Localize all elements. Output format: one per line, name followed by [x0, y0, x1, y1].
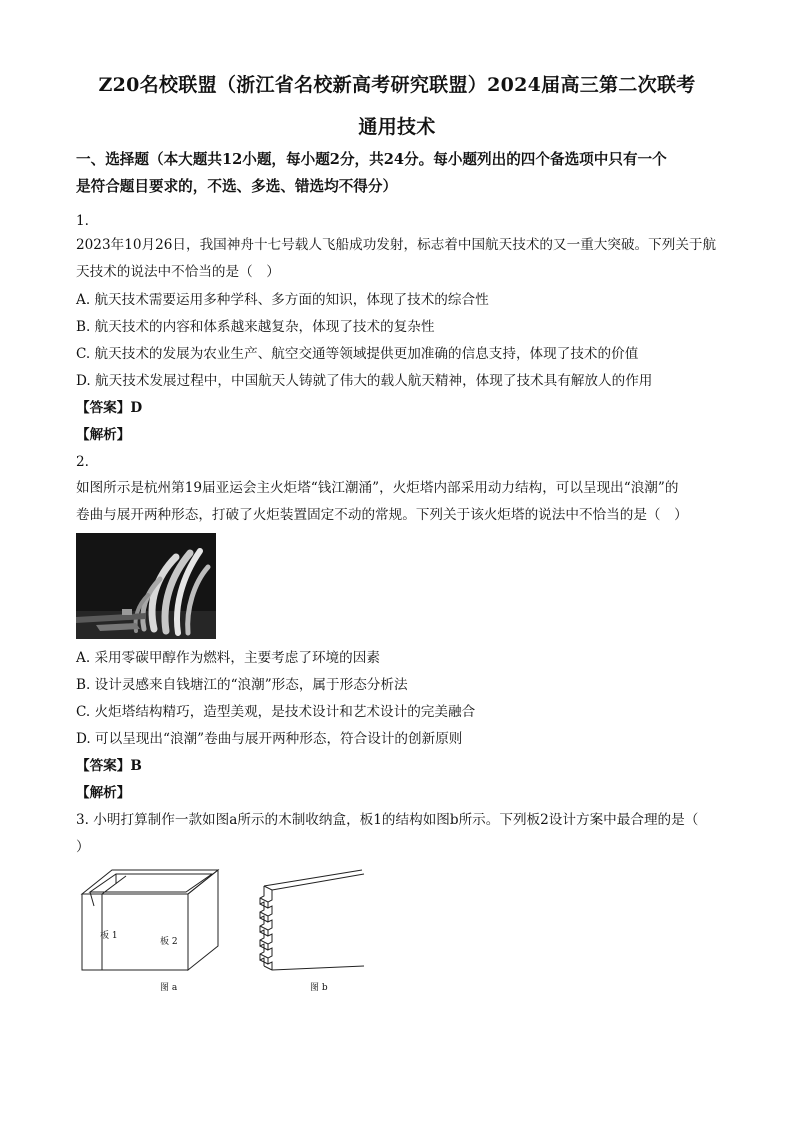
q2-number: 2.	[76, 454, 89, 470]
q1-option-c: C. 航天技术的发展为农业生产、航空交通等领域提供更加准确的信息支持，体现了技术的价值	[76, 346, 639, 362]
q2-answer: 【答案】B	[76, 758, 142, 774]
figure-a-label-board1: 板 1	[100, 931, 118, 941]
figure-b	[252, 862, 412, 997]
torch-tower-photo	[76, 533, 216, 639]
q2-option-b: B. 设计灵感来自钱塘江的“浪潮”形态，属于形态分析法	[76, 677, 408, 693]
figure-a	[76, 862, 236, 997]
q2-stem-line-1: 如图所示是杭州第19届亚运会主火炬塔“钱江潮涌”，火炬塔内部采用动力结构，可以呈现出“浪潮”的	[76, 480, 679, 496]
q2-stem-line-2: 卷曲与展开两种形态，打破了火炬装置固定不动的常规。下列关于该火炬塔的说法中不恰当的是（ ）	[76, 507, 688, 523]
page-title: Z20名校联盟（浙江省名校新高考研究联盟）2024届高三第二次联考	[98, 74, 696, 96]
section-heading	[76, 146, 726, 200]
section-heading-line-1: 一、选择题（本大题共12小题，每小题2分，共24分。每小题列出的四个备选项中只有一个	[76, 151, 667, 168]
q3-stem-line-1: 3. 小明打算制作一款如图a所示的木制收纳盒，板1的结构如图b所示。下列板2设计方案中最合理的是（	[76, 812, 699, 828]
q1-option-b: B. 航天技术的内容和体系越来越复杂，体现了技术的复杂性	[76, 319, 435, 335]
q1-number: 1.	[76, 213, 89, 229]
figure-a-caption: 图 a	[160, 983, 178, 993]
q2-option-a: A. 采用零碳甲醇作为燃料，主要考虑了环境的因素	[76, 650, 380, 666]
q1-analysis: 【解析】	[76, 427, 131, 443]
q1-option-d: D. 航天技术发展过程中，中国航天人铸就了伟大的载人航天精神，体现了技术具有解放人的作用	[76, 373, 653, 389]
page-subtitle: 通用技术	[358, 116, 436, 138]
q1-stem-line-2: 天技术的说法中不恰当的是（ ）	[76, 264, 280, 280]
q1-option-a: A. 航天技术需要运用多种学科、多方面的知识，体现了技术的综合性	[76, 292, 489, 308]
q1-stem-line-1: 2023年10月26日，我国神舟十七号载人飞船成功发射，标志着中国航天技术的又一重大突破。下列关于航	[76, 237, 717, 253]
q1-answer: 【答案】D	[76, 400, 143, 416]
q2-option-c: C. 火炬塔结构精巧，造型美观，是技术设计和艺术设计的完美融合	[76, 704, 476, 720]
figure-b-caption: 图 b	[310, 983, 328, 993]
q3-stem-line-2: ）	[76, 839, 90, 855]
q2-option-d: D. 可以呈现出“浪潮”卷曲与展开两种形态，符合设计的创新原则	[76, 731, 463, 747]
q2-analysis: 【解析】	[76, 785, 131, 801]
figure-a-label-board2: 板 2	[160, 937, 178, 947]
section-heading-line-2: 是符合题目要求的，不选、多选、错选均不得分）	[76, 178, 398, 195]
